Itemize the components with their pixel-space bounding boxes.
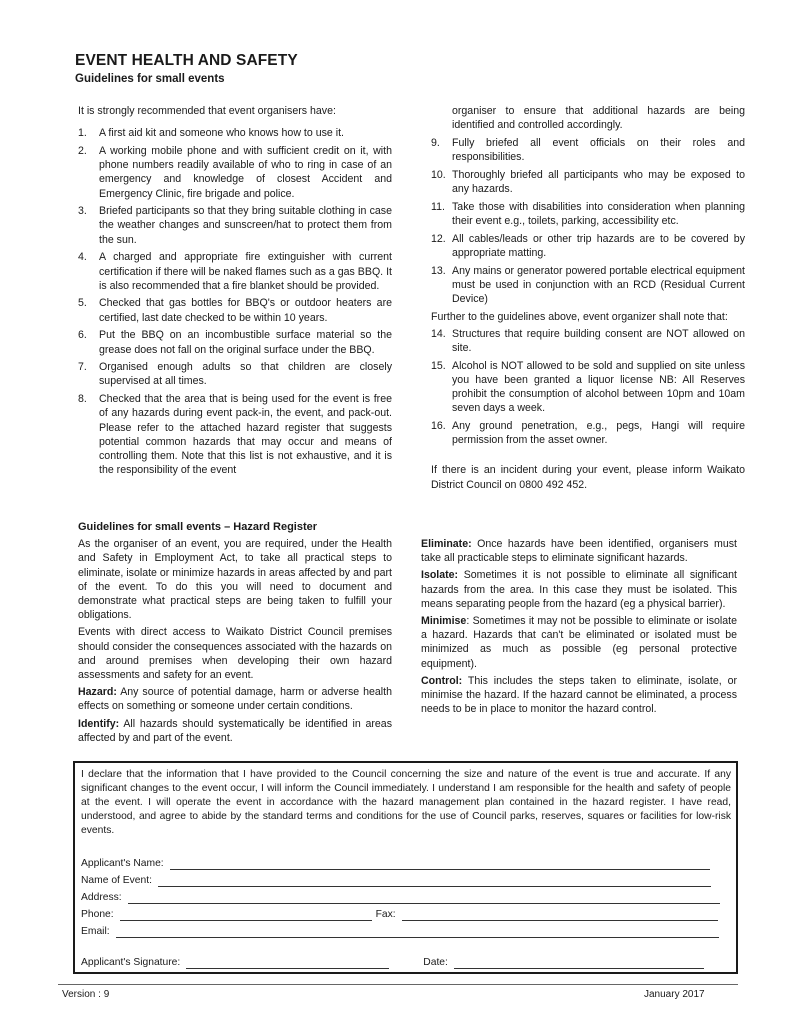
item-number: 14. xyxy=(431,327,446,340)
declaration-box xyxy=(73,761,738,974)
page-title: EVENT HEALTH AND SAFETY xyxy=(75,52,298,69)
phone-label: Phone: xyxy=(81,909,114,920)
email-field[interactable] xyxy=(116,928,719,938)
item-text: Checked that gas bottles for BBQ's or outdoor heaters are certified, last date checked to be within 10 years. xyxy=(99,297,392,324)
term-definition: : Sometimes it may not be possible to eliminate or isolate a hazard. Hazards that can't be eliminated or isolated must be minimized as much as possible (eg personal protective equipment). xyxy=(421,615,737,670)
item-text: Alcohol is NOT allowed to be sold and supplied on site unless you have been granted a liquor license NB: All Reserves prohibit the consumption of alcohol between 10pm and 10am seven days a week. xyxy=(452,359,745,415)
item-number: 2. xyxy=(78,144,87,157)
term-label: Identify: xyxy=(78,717,120,730)
item-number: 4. xyxy=(78,251,87,264)
list-item xyxy=(78,204,392,247)
item-number: 5. xyxy=(78,297,87,310)
applicant-name-row xyxy=(81,857,710,870)
guidelines-list xyxy=(78,126,392,477)
event-name-row xyxy=(81,874,711,887)
item-number: 6. xyxy=(78,329,87,342)
term-label: Isolate: xyxy=(421,569,459,582)
term-label: Eliminate: xyxy=(421,538,472,550)
applicant-name-field[interactable] xyxy=(170,860,710,870)
term-label: Minimise xyxy=(421,615,467,628)
hazard-register-right xyxy=(421,537,737,719)
term-definition: Sometimes it is not possible to eliminate all significant hazards from the area. In this case they must be isolated. This means separating people from the hazard (eg a physical barrier). xyxy=(421,569,737,610)
term-definition: This includes the steps taken to eliminate, isolate, or minimise the hazard. If the hazard cannot be eliminated, a process needs to be in place to monitor the hazard control. xyxy=(421,674,737,716)
list-item xyxy=(431,327,745,355)
hazard-register-left xyxy=(78,520,392,748)
item-text: Put the BBQ on an incombustible surface material so the grease does not fall on the original surface under the BBQ. xyxy=(99,329,392,356)
list-item xyxy=(431,419,745,447)
item-text: Organised enough adults so that children are closely supervised at all times. xyxy=(99,361,392,388)
item-number: 12. xyxy=(431,232,446,245)
item-text: Checked that the area that is being used for the event is free of any hazards during event pack-in, the event, and pack-out. Please refer to the attached hazard register that suggests potential common hazards that may occur and means of controlling them. Note that this list is not exhaustive, and it is the responsibility of the event xyxy=(99,393,392,477)
list-item xyxy=(78,250,392,293)
date-field[interactable] xyxy=(454,959,704,969)
item-text: Fully briefed all event officials on their roles and responsibilities. xyxy=(452,136,745,164)
further-list xyxy=(431,327,745,448)
list-item xyxy=(431,232,745,260)
phone-fax-row xyxy=(81,908,718,921)
list-item xyxy=(78,126,392,140)
hazard-register-para2: Events with direct access to Waikato District Council premises should consider the consequences associated with the hazards on and around premises when developing their own hazard assessments and safety for an event. xyxy=(78,626,392,682)
term-hazard xyxy=(78,685,392,713)
item-number: 11. xyxy=(431,200,445,213)
guidelines-right-column xyxy=(431,104,745,495)
item-number: 7. xyxy=(78,361,87,374)
item-text: A charged and appropriate fire extinguisher with current certification if there will be naked flames such as a gas BBQ. It is also recommended that a fire blanket should be provided. xyxy=(99,251,392,292)
item-8-continuation: organiser to ensure that additional hazards are being identified and controlled accordingly. xyxy=(452,105,745,132)
declaration-text: I declare that the information that I have provided to the Council concerning the size and nature of the event is true and accurate. If any significant changes to the event occur, I will inform the Council immediately. I understand I am responsible for the health and safety of people at the event. I will operate the event in accordance with the hazard management plan contained in the hazard register. I have read, understood, and agree to abide by the standard terms and conditions for the use of Council parks, reserves, squares or facilities for low-risk events. xyxy=(81,769,731,837)
item-number: 1. xyxy=(78,127,87,140)
list-item xyxy=(431,200,745,228)
item-number: 15. xyxy=(431,359,446,372)
list-item xyxy=(431,136,745,164)
address-row xyxy=(81,891,720,904)
list-item xyxy=(431,264,745,307)
term-isolate xyxy=(421,568,737,611)
term-label: Hazard: xyxy=(78,686,117,699)
term-definition: Any source of potential damage, harm or adverse health effects on something or someone under certain conditions. xyxy=(78,686,392,713)
guidelines-left-column xyxy=(78,104,392,481)
footer-date: January 2017 xyxy=(644,989,705,1000)
address-field[interactable] xyxy=(128,894,720,904)
item-text: All cables/leads or other trip hazards are to be covered by appropriate matting. xyxy=(452,232,745,259)
fax-label: Fax: xyxy=(375,909,396,920)
guidelines-intro: It is strongly recommended that event organisers have: xyxy=(78,105,336,117)
term-control xyxy=(421,674,737,717)
hazard-register-heading: Guidelines for small events – Hazard Register xyxy=(78,521,318,533)
list-item xyxy=(78,360,392,388)
item-number: 13. xyxy=(431,264,446,277)
date-label: Date: xyxy=(423,957,448,968)
item-number: 10. xyxy=(431,168,446,181)
fax-field[interactable] xyxy=(402,911,718,921)
term-definition: Once hazards have been identified, organisers must take all practicable steps to eliminate significant hazards. xyxy=(421,538,737,565)
item-number: 3. xyxy=(78,205,87,218)
item-text: Any mains or generator powered portable electrical equipment must be used in conjunction with an RCD (Residual Current Device) xyxy=(452,264,745,305)
item-number: 9. xyxy=(431,136,440,149)
further-note: Further to the guidelines above, event organizer shall note that: xyxy=(431,310,728,323)
item-text: Thoroughly briefed all participants who may be exposed to any hazards. xyxy=(452,168,745,196)
item-text: Any ground penetration, e.g., pegs, Hangi will require permission from the asset owner. xyxy=(452,420,745,447)
term-identify xyxy=(78,717,392,745)
phone-field[interactable] xyxy=(120,911,372,921)
event-name-label: Name of Event: xyxy=(81,875,152,886)
email-label: Email: xyxy=(81,926,110,937)
event-name-field[interactable] xyxy=(158,877,711,887)
term-definition: All hazards should systematically be identified in areas affected by and part of the event. xyxy=(78,717,392,744)
term-minimise xyxy=(421,614,737,671)
footer-divider xyxy=(58,984,738,985)
signature-date-row xyxy=(81,956,704,969)
page-subtitle: Guidelines for small events xyxy=(75,73,225,85)
applicant-name-label: Applicant's Name: xyxy=(81,858,164,869)
item-text: A first aid kit and someone who knows how to use it. xyxy=(99,127,344,140)
address-label: Address: xyxy=(81,892,122,903)
item-number: 8. xyxy=(78,393,87,406)
email-row xyxy=(81,925,719,938)
item-text: Take those with disabilities into consideration when planning their event e.g., toilets, parking, accessibility etc. xyxy=(452,200,745,227)
item-number: 16. xyxy=(431,420,446,433)
term-eliminate xyxy=(421,537,737,565)
item-text: Briefed participants so that they bring suitable clothing in case the weather changes and sunscreen/hat to protect them from the sun. xyxy=(99,205,392,246)
list-item xyxy=(78,296,392,324)
list-item xyxy=(78,392,392,477)
hazard-register-para1: As the organiser of an event, you are required, under the Health and Safety in Employment Act, to take all practical steps to eliminate, isolate or minimize hazards in areas affected by and part of the event. To do this you will need to document and demonstrate what practical steps are being taken to fulfill your obligations. xyxy=(78,538,392,622)
term-label: Control: xyxy=(421,674,463,687)
item-text: Structures that require building consent are NOT allowed on site. xyxy=(452,327,745,355)
list-item xyxy=(431,359,745,416)
signature-field[interactable] xyxy=(186,959,389,969)
guidelines-list-continued xyxy=(431,136,745,306)
list-item xyxy=(78,144,392,201)
incident-note: If there is an incident during your event, please inform Waikato District Council on 0800 492 452. xyxy=(431,464,745,491)
footer-version: Version : 9 xyxy=(62,989,110,1000)
item-text: A working mobile phone and with sufficient credit on it, with phone numbers readily available of who to ring in case of an emergency and knowledge of closest Accident and Emergency Clinic, fire brigade and police. xyxy=(99,144,392,200)
signature-label: Applicant's Signature: xyxy=(81,957,181,968)
list-item xyxy=(78,328,392,356)
list-item xyxy=(431,168,745,196)
